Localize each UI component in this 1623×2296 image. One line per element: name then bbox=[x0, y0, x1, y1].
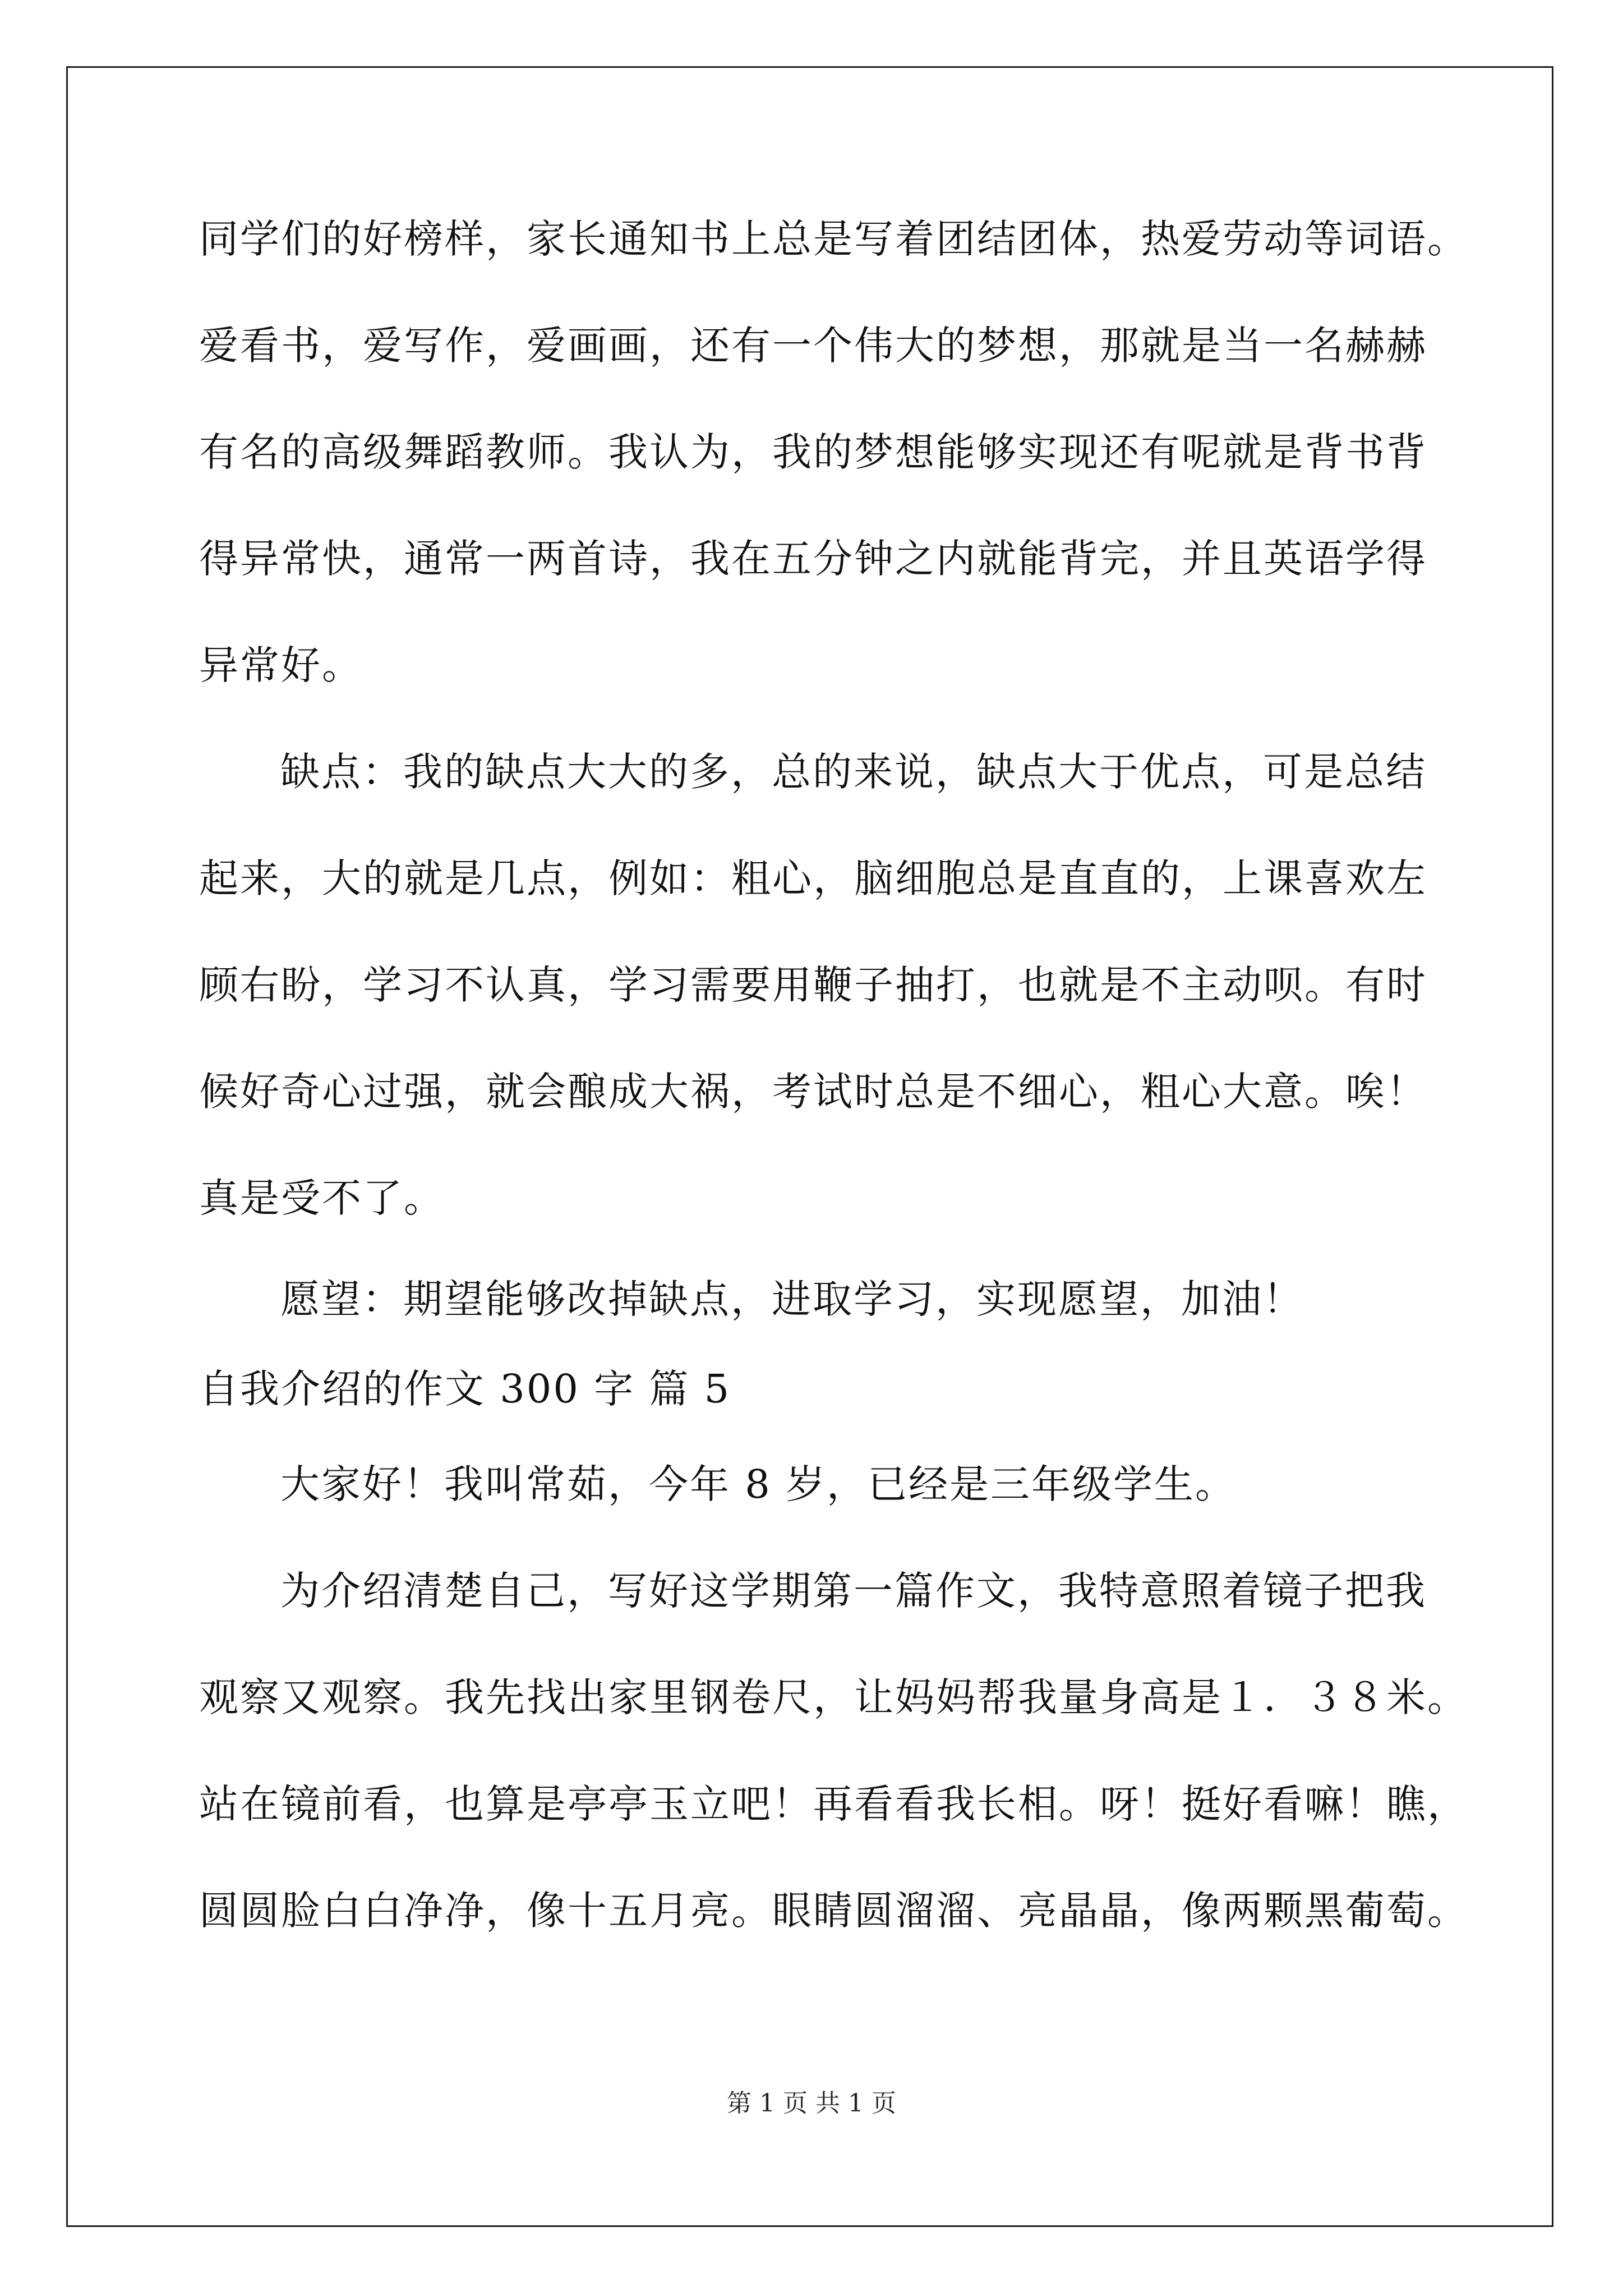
text-line: 得异常快，通常一两首诗，我在五分钟之内就能背完，并且英语学得 bbox=[199, 536, 1427, 582]
paragraph-first-line: 缺点：我的缺点大大的多，总的来说，缺点大于优点，可是总结 bbox=[280, 749, 1427, 795]
text-line: 有名的高级舞蹈教师。我认为，我的梦想能够实现还有呢就是背书背 bbox=[199, 429, 1427, 475]
paragraph-first-line: 为介绍清楚自己，写好这学期第一篇作文，我特意照着镜子把我 bbox=[280, 1568, 1427, 1614]
section-heading: 自我介绍的作文 300 字 篇 5 bbox=[199, 1366, 731, 1412]
text-line: 观察又观察。我先找出家里钢卷尺，让妈妈帮我量身高是１．３８米。 bbox=[199, 1674, 1468, 1720]
text-line: 异常好。 bbox=[199, 642, 363, 688]
text-line: 顾右盼，学习不认真，学习需要用鞭子抽打，也就是不主动呗。有时 bbox=[199, 962, 1427, 1008]
page-footer: 第 1 页 共 1 页 bbox=[727, 2089, 896, 2118]
text-line: 同学们的好榜样，家长通知书上总是写着团结团体，热爱劳动等词语。 bbox=[199, 216, 1468, 262]
text-line: 站在镜前看，也算是亭亭玉立吧！再看看我长相。呀！挺好看嘛！瞧， bbox=[199, 1781, 1468, 1827]
text-line: 起来，大的就是几点，例如：粗心，脑细胞总是直直的，上课喜欢左 bbox=[199, 855, 1427, 901]
paragraph-first-line: 愿望：期望能够改掉缺点，进取学习，实现愿望，加油！ bbox=[280, 1276, 1304, 1322]
text-line: 真是受不了。 bbox=[199, 1175, 445, 1221]
paragraph-first-line: 大家好！我叫常茹，今年 8 岁，已经是三年级学生。 bbox=[280, 1461, 1237, 1507]
text-line: 爱看书，爱写作，爱画画，还有一个伟大的梦想，那就是当一名赫赫 bbox=[199, 323, 1427, 369]
text-line: 候好奇心过强，就会酿成大祸，考试时总是不细心，粗心大意。唉！ bbox=[199, 1069, 1427, 1115]
text-line: 圆圆脸白白净净，像十五月亮。眼睛圆溜溜、亮晶晶，像两颗黑葡萄。 bbox=[199, 1888, 1468, 1934]
